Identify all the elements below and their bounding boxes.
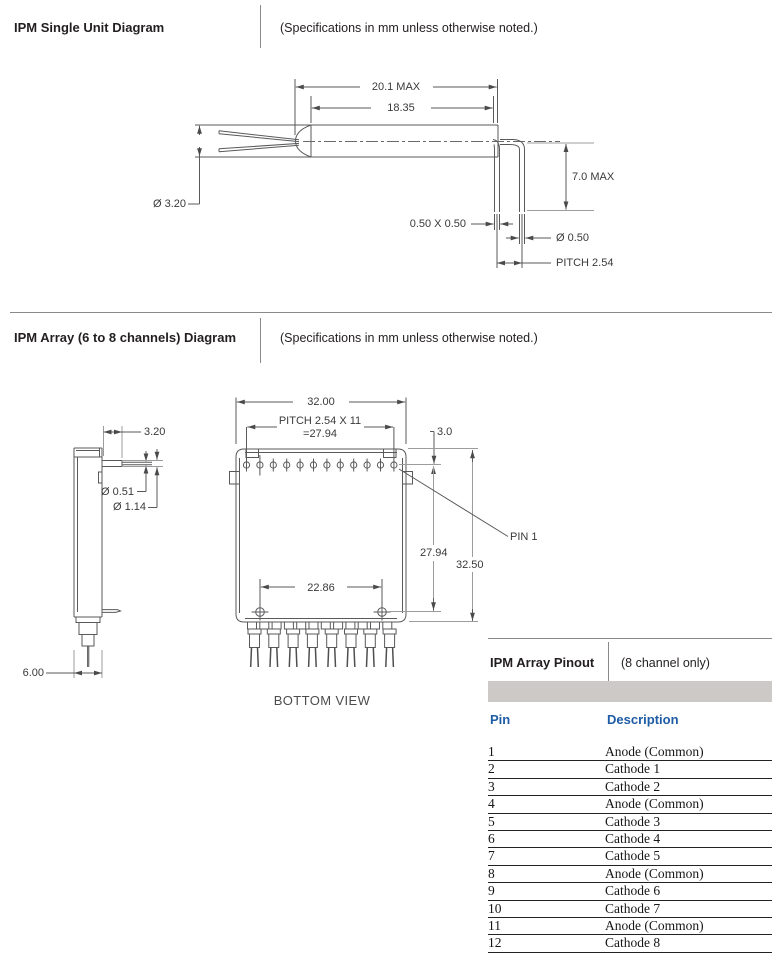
dim-ferrule-length: 3.20 [144,426,166,438]
pinout-col-description: Description [607,712,679,727]
dim-overall-width: 32.00 [307,396,335,408]
table-row [488,918,772,935]
single-unit-spec-note: (Specifications in mm unless otherwise noted.) [280,21,538,35]
array-section-title: IPM Array (6 to 8 channels) Diagram [14,330,237,345]
pinout-subtitle: (8 channel only) [621,656,710,670]
pin-description: Cathode 8 [605,935,772,952]
pin-description: Anode (Common) [605,796,772,813]
pin-description: Cathode 5 [605,848,772,865]
pinout-table [488,744,772,953]
pin-number: 8 [488,865,605,882]
table-row [488,796,772,813]
dim-lead-height: 7.0 MAX [572,171,615,183]
section1-divider [260,5,261,48]
pin-number: 2 [488,761,605,778]
dim-hole-spacing: 22.86 [307,582,335,594]
pin-description: Anode (Common) [605,744,772,761]
pin-description: Cathode 3 [605,813,772,830]
table-row [488,831,772,848]
dim-pin-to-hole: 27.94 [420,547,448,559]
array-spec-note: (Specifications in mm unless otherwise noted.) [280,331,538,345]
dim-body-depth: 6.00 [22,667,44,679]
table-row [488,865,772,882]
dim-lead-diameter: Ø 0.50 [556,232,590,244]
dim-lead-pitch: PITCH 2.54 [556,257,614,269]
pin-description: Cathode 7 [605,900,772,917]
table-row [488,935,772,952]
single-unit-section-title: IPM Single Unit Diagram [14,20,165,35]
dim-body-diameter: Ø 3.20 [152,198,186,210]
dim-pin-row-offset: 3.0 [437,426,453,438]
pin-number: 12 [488,935,605,952]
table-row [488,900,772,917]
pin-number: 11 [488,918,605,935]
pin-number: 10 [488,900,605,917]
pinout-col-pin: Pin [490,712,511,727]
pin-number: 4 [488,796,605,813]
table-row [488,848,772,865]
pin-number: 1 [488,744,605,761]
dim-body-length: 18.35 [387,102,415,114]
table-row [488,813,772,830]
pin-description: Cathode 4 [605,831,772,848]
table-row [488,883,772,900]
dim-fiber-diameter: Ø 0.51 [100,486,134,498]
table-row [488,778,772,795]
pinout-title: IPM Array Pinout [490,655,595,670]
dim-pin-pitch-line2: =27.94 [303,428,337,440]
section2-divider [260,318,261,363]
pin-description: Anode (Common) [605,918,772,935]
pin-description: Anode (Common) [605,865,772,882]
dim-ferrule-diameter: Ø 1.14 [112,501,146,513]
section2-top-rule [10,312,772,313]
dim-overall-height: 32.50 [456,559,484,571]
dim-pin-pitch-line1: PITCH 2.54 X 11 [278,415,362,427]
pin-description: Cathode 2 [605,778,772,795]
pin1-callout: PIN 1 [510,531,538,543]
pin-number: 6 [488,831,605,848]
pin-number: 9 [488,883,605,900]
array-side-view-drawing [46,426,166,678]
pin-number: 3 [488,778,605,795]
bottom-view-label: BOTTOM VIEW [273,693,371,708]
pin-description: Cathode 6 [605,883,772,900]
table-row [488,744,772,761]
pinout-gray-band [488,681,772,702]
table-row [488,761,772,778]
dim-overall-length: 20.1 MAX [371,81,421,93]
pin-number: 5 [488,813,605,830]
dim-lead-section: 0.50 X 0.50 [409,218,466,230]
pin-description: Cathode 1 [605,761,772,778]
pinout-top-rule [488,638,772,639]
pin-number: 7 [488,848,605,865]
